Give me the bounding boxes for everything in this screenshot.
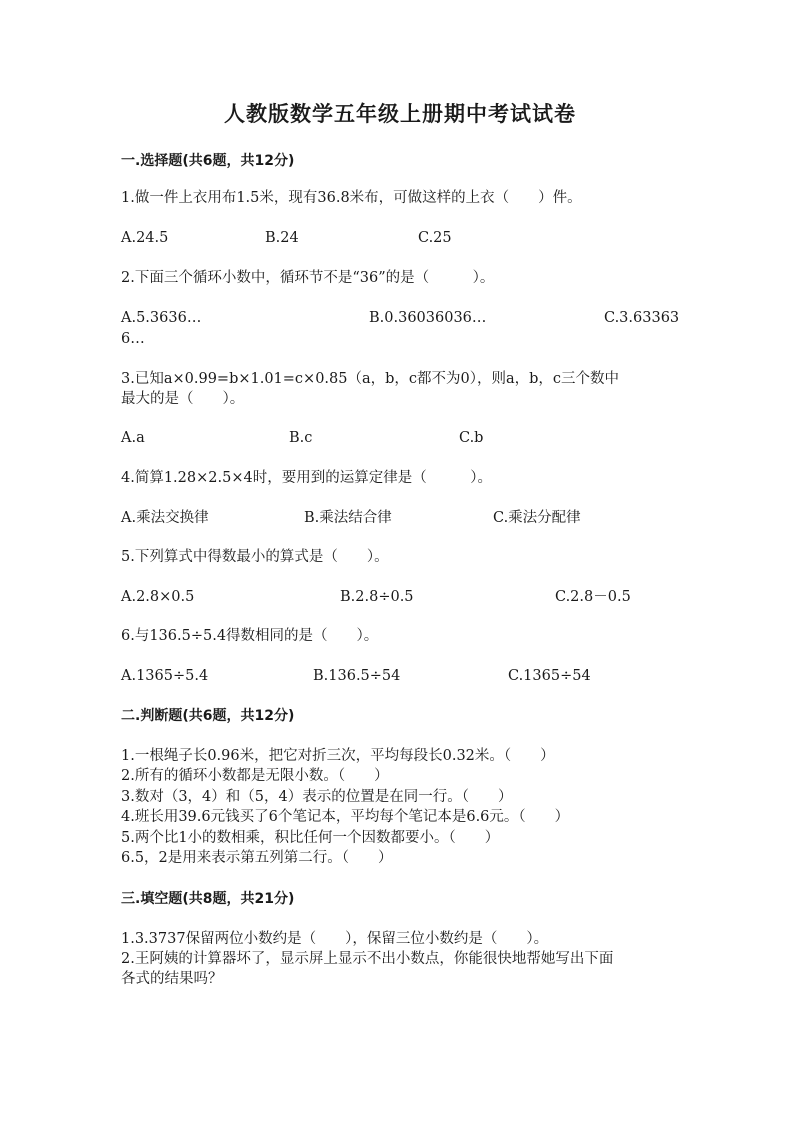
- option-continuation: 6…: [121, 331, 145, 347]
- option-a: A.乘法交换律: [121, 510, 209, 526]
- option-c: C.3.63363: [604, 310, 680, 326]
- question-stem: 1.做一件上衣用布1.5米，现有36.8米布，可做这样的上衣（ ）件。: [121, 190, 582, 206]
- judgement-item: 4.班长用39.6元钱买了6个笔记本，平均每个笔记本是6.6元。（ ）: [121, 809, 570, 825]
- fill-in-item-continuation: 各式的结果吗？: [121, 971, 223, 987]
- option-c: C.b: [459, 430, 484, 446]
- section-heading-choice: 一.选择题(共6题，共12分): [121, 153, 295, 169]
- judgement-item: 1.一根绳子长0.96米，把它对折三次，平均每段长0.32米。（ ）: [121, 748, 555, 764]
- option-c: C.25: [418, 230, 452, 246]
- option-b: B.136.5÷54: [313, 668, 401, 684]
- option-a: A.a: [121, 430, 145, 446]
- question-stem: 5.下列算式中得数最小的算式是（ ）。: [121, 549, 389, 565]
- judgement-item: 5.两个比1小的数相乘，积比任何一个因数都要小。（ ）: [121, 830, 500, 846]
- option-b: B.24: [265, 230, 299, 246]
- fill-in-item: 2.王阿姨的计算器坏了，显示屏上显示不出小数点，你能很快地帮她写出下面: [121, 951, 614, 967]
- option-a: A.1365÷5.4: [121, 668, 209, 684]
- option-a: A.5.3636…: [121, 310, 202, 326]
- question-stem: 6.与136.5÷5.4得数相同的是（ ）。: [121, 628, 379, 644]
- option-c: C.1365÷54: [508, 668, 591, 684]
- option-a: A.2.8×0.5: [121, 589, 195, 605]
- option-c: C.乘法分配律: [493, 510, 581, 526]
- page-title: 人教版数学五年级上册期中考试试卷: [224, 102, 576, 126]
- judgement-item: 2.所有的循环小数都是无限小数。（ ）: [121, 768, 389, 784]
- question-stem: 3.已知a×0.99=b×1.01=c×0.85（a，b，c都不为0），则a，b，c三个数中: [121, 371, 620, 387]
- option-b: B.0.36036036…: [369, 310, 487, 326]
- question-stem: 2.下面三个循环小数中，循环节不是“36”的是（ ）。: [121, 270, 495, 286]
- question-stem: 4.简算1.28×2.5×4时，要用到的运算定律是（ ）。: [121, 470, 492, 486]
- judgement-item: 6.5，2是用来表示第五列第二行。（ ）: [121, 850, 393, 866]
- section-heading-fill-in: 三.填空题(共8题，共21分): [121, 891, 295, 907]
- fill-in-item: 1.3.3737保留两位小数约是（ ），保留三位小数约是（ ）。: [121, 931, 549, 947]
- judgement-item: 3.数对（3，4）和（5，4）表示的位置是在同一行。（ ）: [121, 789, 513, 805]
- option-b: B.乘法结合律: [304, 510, 392, 526]
- option-a: A.24.5: [121, 230, 169, 246]
- question-stem-continuation: 最大的是（ ）。: [121, 391, 245, 407]
- option-c: C.2.8－0.5: [555, 589, 631, 605]
- section-heading-judgement: 二.判断题(共6题，共12分): [121, 708, 295, 724]
- option-b: B.c: [289, 430, 313, 446]
- option-b: B.2.8÷0.5: [340, 589, 414, 605]
